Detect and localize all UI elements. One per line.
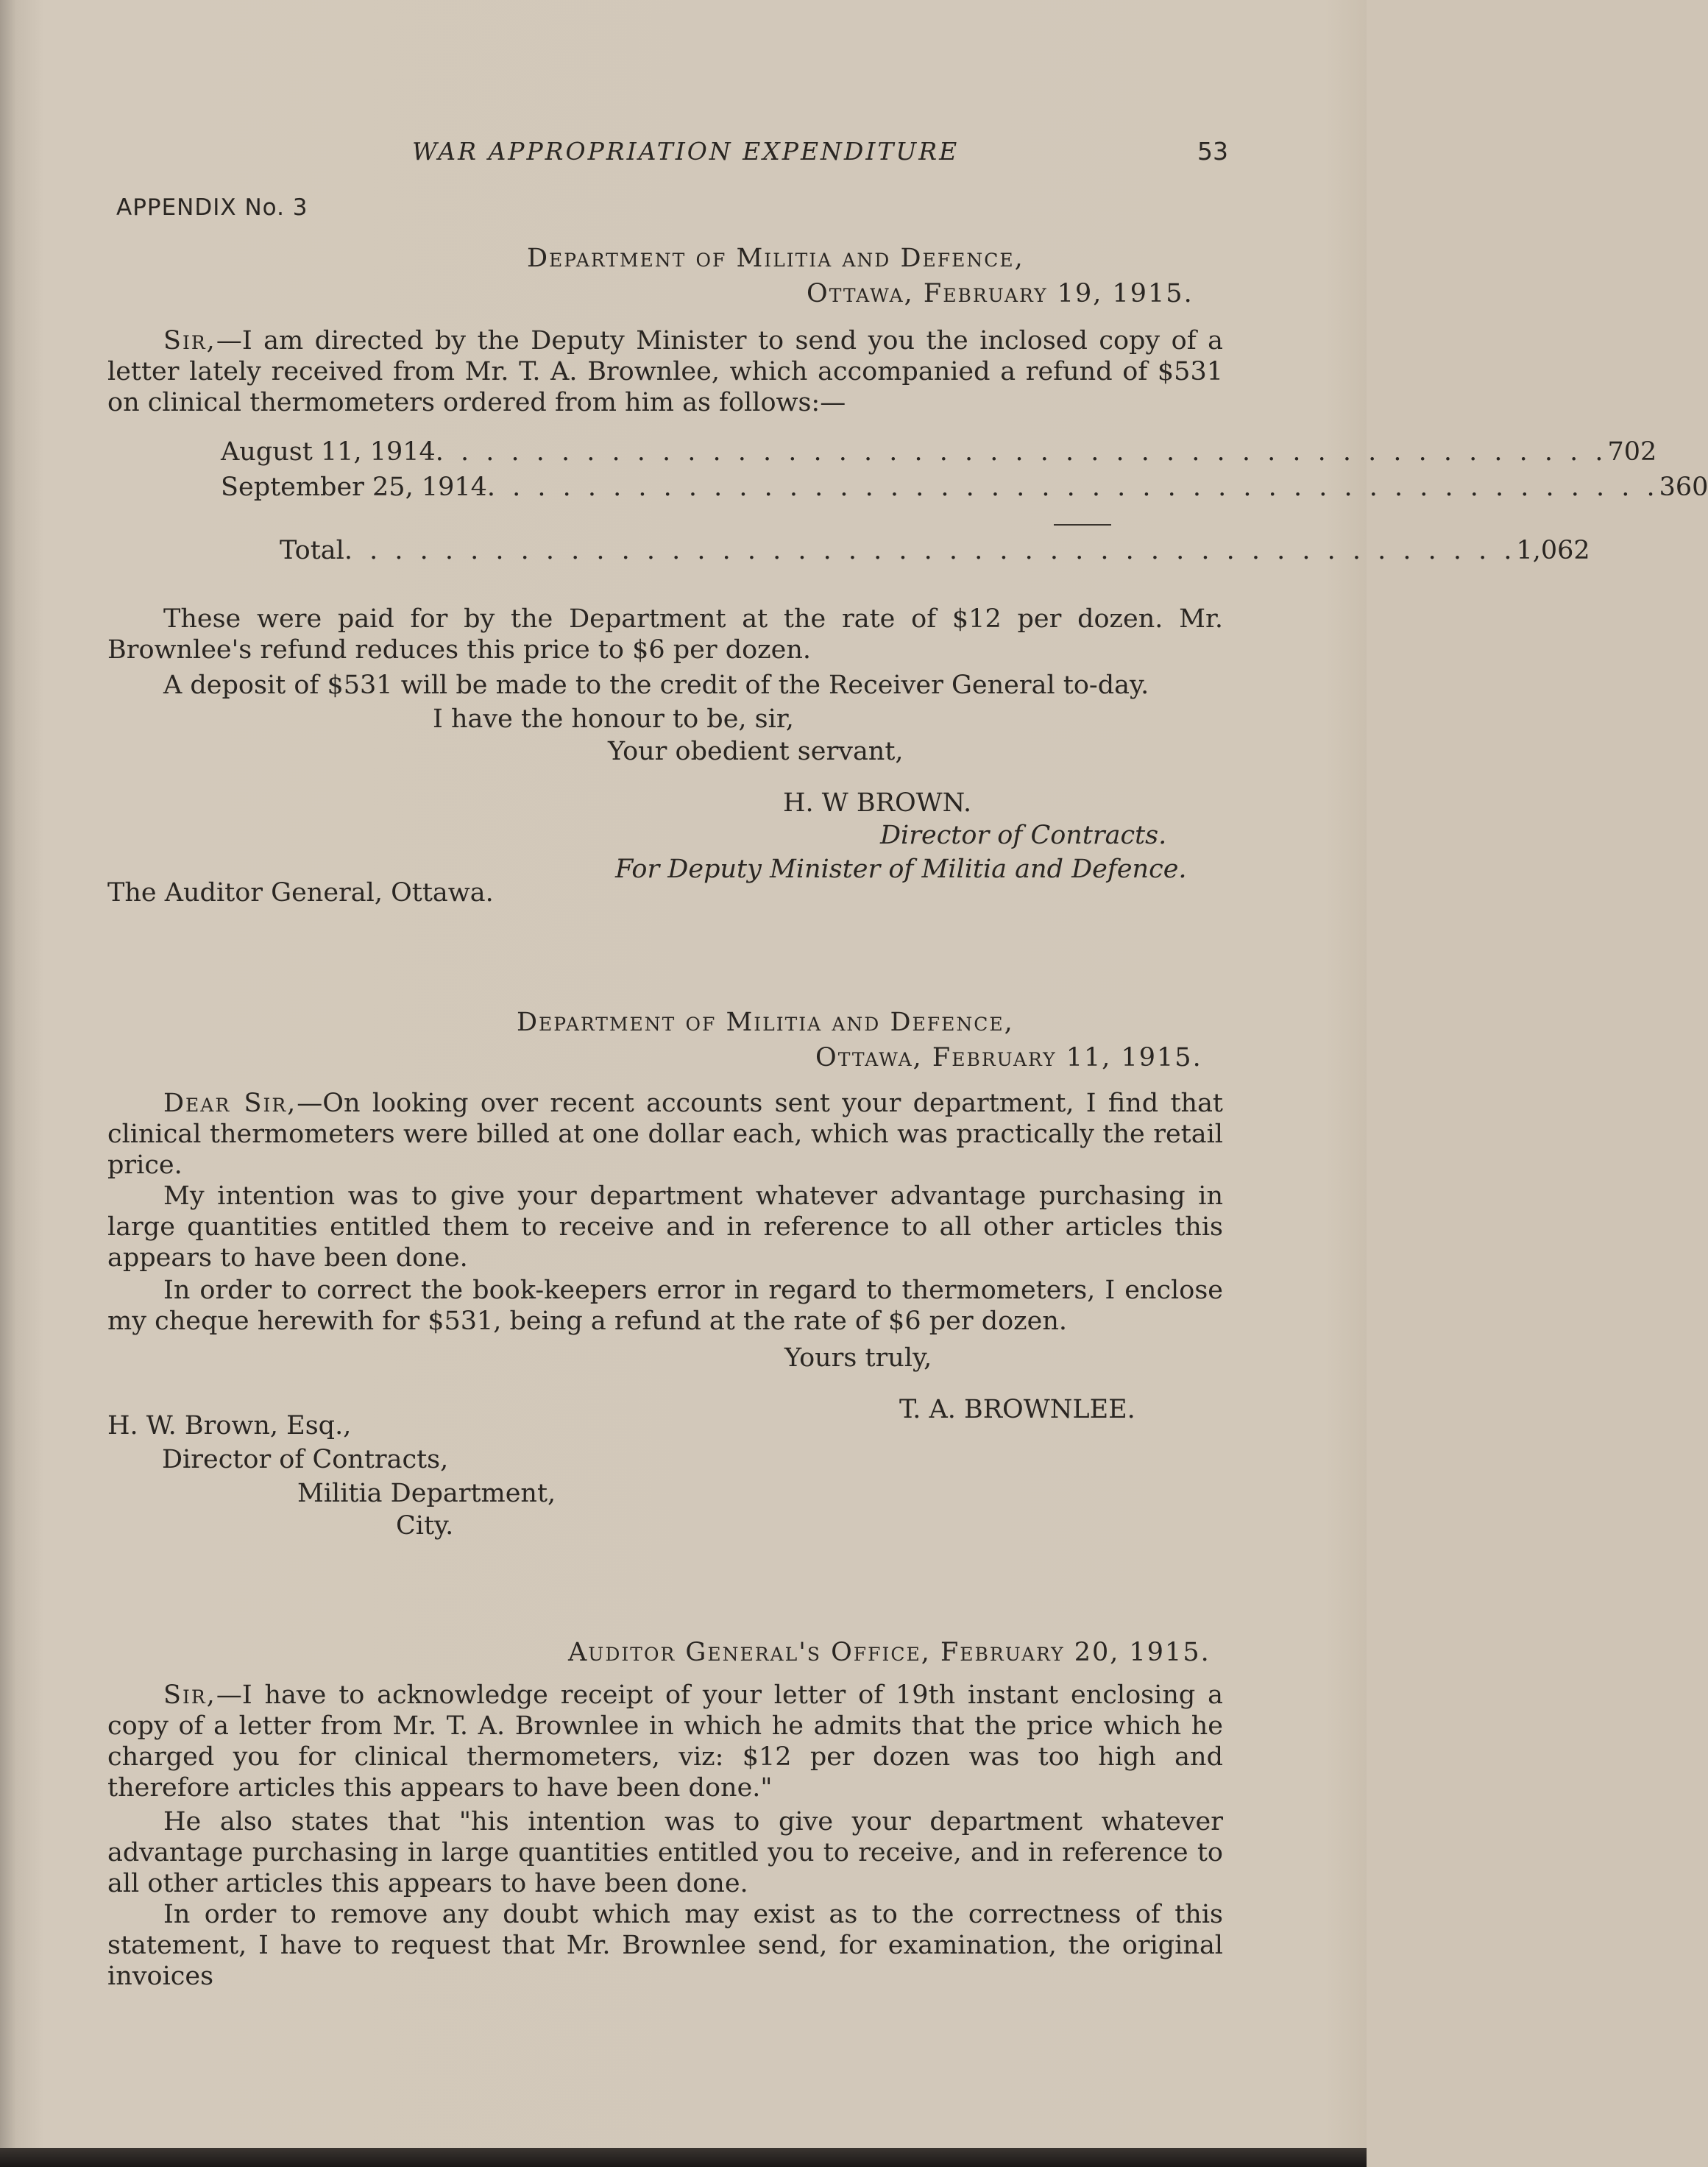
sum-rule	[1054, 524, 1111, 526]
letter2-address-line-2: Director of Contracts,	[162, 1445, 449, 1474]
item-date: September 25, 1914	[221, 473, 487, 502]
letter2-paragraph-2: My intention was to give your department whatever advantage purchasing in large quantities entitled them to receive and in reference to all other articles this appears to have been done.	[107, 1181, 1223, 1273]
appendix-label: APPENDIX No. 3	[116, 194, 308, 221]
leader-dots: . . . . . . . . . . . . . . . . . . . . . . . . . . . . . . . . . . . . . . . . . . . . . . .	[344, 536, 1517, 565]
letter1-paragraph-1	[107, 325, 1223, 418]
letter2-salutation: Dear Sir,	[163, 1089, 297, 1118]
letter2-address-line-1	[107, 1409, 351, 1443]
leader-dots: . . . . . . . . . . . . . . . . . . . . . . . . . . . . . . . . . . . . . . . . . . . . . . .	[435, 437, 1608, 467]
letter2-body-1: —On looking over recent accounts sent your department, I find that clinical thermometers were billed at one dollar each, which was practically the retail price.	[107, 1089, 1223, 1180]
letter2-address-line-4: City.	[396, 1511, 454, 1541]
letter1-signer-for: For Deputy Minister of Militia and Defence.	[615, 855, 1187, 884]
letter1-department: Department of Militia and Defence,	[527, 244, 1024, 273]
item-value: 360	[1659, 473, 1708, 502]
letter1-body-1: —I am directed by the Deputy Minister to send you the inclosed copy of a letter lately received from Mr. T. A. Brownlee, which accompanied a refund of $531 on clinical thermometers ordered from him as follows:—	[107, 326, 1223, 417]
letter2-closing: Yours truly,	[784, 1343, 932, 1373]
item-value: 702	[1607, 437, 1657, 467]
letter3-body-1: —I have to acknowledge receipt of your letter of 19th instant enclosing a copy of a letter from Mr. T. A. Brownlee in which he admits that the price which he charged you for clinical thermometers, viz: $12 per dozen was too high and therefore articles this appears to have been done."	[107, 1680, 1223, 1803]
letter3-office-date: Auditor General's Office, February 20, 1915.	[568, 1638, 1211, 1667]
letter1-item-row	[221, 471, 1708, 503]
letter1-paragraph-3: A deposit of $531 will be made to the credit of the Receiver General to-day.	[163, 671, 1149, 700]
page-bottom-edge	[0, 2148, 1367, 2167]
letter2-signer: T. A. BROWNLEE.	[899, 1395, 1135, 1424]
page-number: 53	[1197, 137, 1228, 166]
letter1-closing-2: Your obedient servant,	[608, 737, 904, 766]
total-value: 1,062	[1516, 536, 1590, 565]
letter3-paragraph-3: In order to remove any doubt which may exist as to the correctness of this statement, I have to request that Mr. Brownlee send, for examination, the original invoices	[107, 1900, 1223, 1991]
letter2-address-line-3: Militia Department,	[297, 1479, 556, 1508]
letter2-department: Department of Militia and Defence,	[517, 1008, 1014, 1037]
item-date: August 11, 1914	[221, 437, 436, 467]
total-label: Total	[280, 536, 344, 565]
letter1-paragraph-2: These were paid for by the Department at the rate of $12 per dozen. Mr. Brownlee's refund reduces this price to $6 per dozen.	[107, 604, 1223, 665]
letter2-place-date: Ottawa, February 11, 1915.	[815, 1043, 1202, 1072]
letter1-closing-1: I have the honour to be, sir,	[433, 704, 794, 734]
running-title: WAR APPROPRIATION EXPENDITURE	[412, 137, 960, 166]
letter2-addr1: H. W. Brown, Esq.,	[107, 1411, 352, 1440]
letter3-paragraph-2: He also states that "his intention was to give your department whatever advantage purchasing in large quantities entitled you to receive, and in reference to all other articles this appears to have been done.	[107, 1807, 1223, 1898]
letter3-paragraph-1	[107, 1680, 1223, 1803]
letter1-salutation: Sir,	[163, 326, 216, 356]
letter1-item-row	[221, 436, 1657, 468]
letter1-addressee: The Auditor General, Ottawa.	[107, 878, 494, 908]
letter1-signer-title: Director of Contracts.	[880, 821, 1167, 850]
letter1-total-row	[280, 534, 1590, 567]
leader-dots: . . . . . . . . . . . . . . . . . . . . . . . . . . . . . . . . . . . . . . . . . . . . . . .	[486, 473, 1659, 502]
letter1-place-date	[807, 277, 1194, 311]
letter1-signer: H. W BROWN.	[783, 788, 972, 818]
letter3-salutation: Sir,	[163, 1680, 216, 1710]
letter2-paragraph-1	[107, 1088, 1223, 1181]
letter2-paragraph-3: In order to correct the book-keepers error in regard to thermometers, I enclose my cheque herewith for $531, being a refund at the rate of $6 per dozen.	[107, 1276, 1223, 1336]
letter1-place-date-text: Ottawa, February 19, 1915.	[807, 279, 1194, 308]
